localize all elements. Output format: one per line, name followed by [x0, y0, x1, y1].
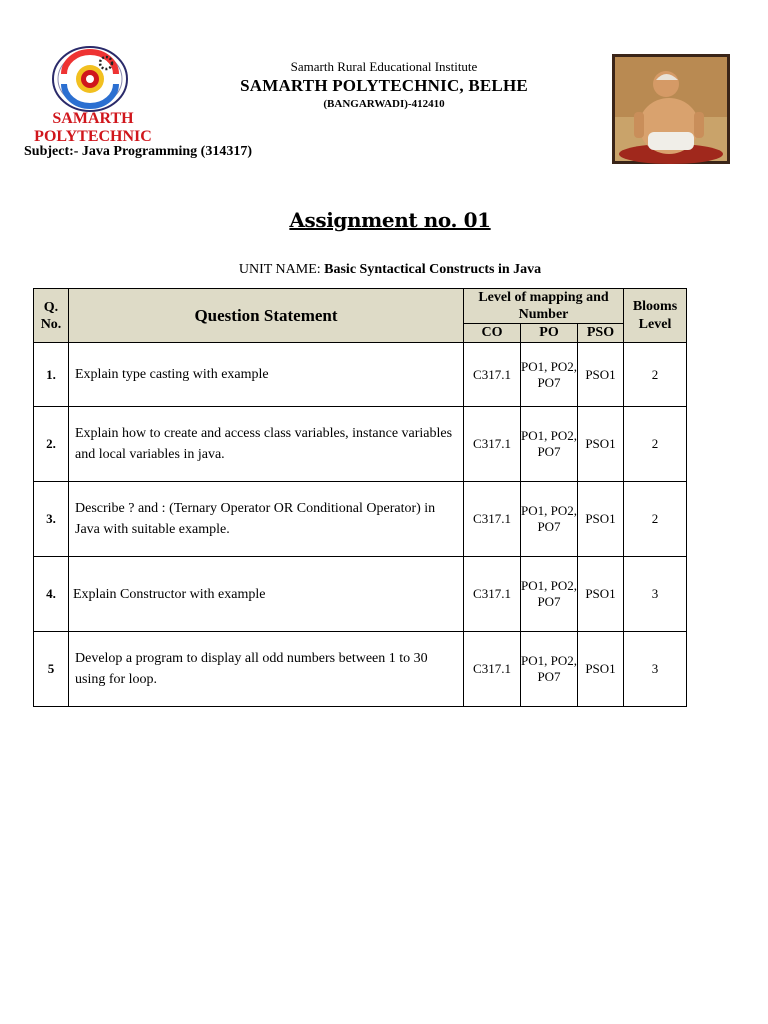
question-number: 1. — [34, 343, 69, 407]
header-blooms-level: Blooms Level — [624, 289, 687, 343]
table-row — [34, 407, 687, 482]
blooms-cell: 2 — [624, 343, 687, 407]
table-row — [34, 482, 687, 557]
header-qno: Q. No. — [34, 289, 69, 343]
co-cell: C317.1 — [464, 632, 521, 707]
question-statement: Explain type casting with example — [69, 343, 464, 407]
po-cell: PO1, PO2, PO7 — [521, 407, 578, 482]
unit-label: UNIT NAME: — [238, 262, 325, 277]
portrait-image — [612, 54, 730, 164]
table-row — [34, 557, 687, 632]
institution-header — [180, 58, 588, 112]
header-question-statement: Question Statement — [69, 289, 464, 343]
table-row — [34, 632, 687, 707]
institute-name: Samarth Rural Educational Institute — [290, 59, 478, 74]
question-statement: Develop a program to display all odd numbers between 1 to 30 using for loop. — [69, 632, 464, 707]
co-cell: C317.1 — [464, 407, 521, 482]
header-pso: PSO — [578, 324, 624, 343]
blooms-cell: 2 — [624, 407, 687, 482]
blooms-cell: 2 — [624, 482, 687, 557]
po-cell: PO1, PO2, PO7 — [521, 557, 578, 632]
po-cell: PO1, PO2, PO7 — [521, 343, 578, 407]
header-level-of-mapping: Level of mapping and Number — [464, 289, 624, 324]
header-po: PO — [521, 324, 578, 343]
question-number: 5 — [34, 632, 69, 707]
question-number: 4. — [34, 557, 69, 632]
college-logo-icon — [50, 44, 130, 114]
question-statement: Explain Constructor with example — [69, 557, 464, 632]
subject-line: Subject:- Java Programming (314317) — [24, 144, 252, 159]
question-statement: Explain how to create and access class variables, instance variables and local variables in java. — [69, 407, 464, 482]
assignment-title: Assignment no. 01 — [289, 208, 491, 232]
pso-cell: PSO1 — [578, 632, 624, 707]
table-row — [34, 343, 687, 407]
college-address: (BANGARWADI)-412410 — [323, 98, 445, 110]
pso-cell: PSO1 — [578, 557, 624, 632]
logo-text-line1: SAMARTH — [52, 110, 134, 127]
question-number: 3. — [34, 482, 69, 557]
co-cell: C317.1 — [464, 343, 521, 407]
po-cell: PO1, PO2, PO7 — [521, 482, 578, 557]
question-statement: Describe ? and : (Ternary Operator OR Conditional Operator) in Java with suitable example. — [69, 482, 464, 557]
blooms-cell: 3 — [624, 632, 687, 707]
pso-cell: PSO1 — [578, 482, 624, 557]
header-co: CO — [464, 324, 521, 343]
questions-table — [33, 288, 687, 707]
logo-text-line2: POLYTECHNIC — [34, 128, 152, 145]
co-cell: C317.1 — [464, 557, 521, 632]
college-name: SAMARTH POLYTECHNIC, BELHE — [240, 76, 528, 95]
question-number: 2. — [34, 407, 69, 482]
pso-cell: PSO1 — [578, 407, 624, 482]
blooms-cell: 3 — [624, 557, 687, 632]
unit-name: Basic Syntactical Constructs in Java — [324, 262, 542, 277]
po-cell: PO1, PO2, PO7 — [521, 632, 578, 707]
pso-cell: PSO1 — [578, 343, 624, 407]
co-cell: C317.1 — [464, 482, 521, 557]
logo-wordmark — [26, 110, 160, 146]
unit-name-line — [0, 262, 768, 278]
